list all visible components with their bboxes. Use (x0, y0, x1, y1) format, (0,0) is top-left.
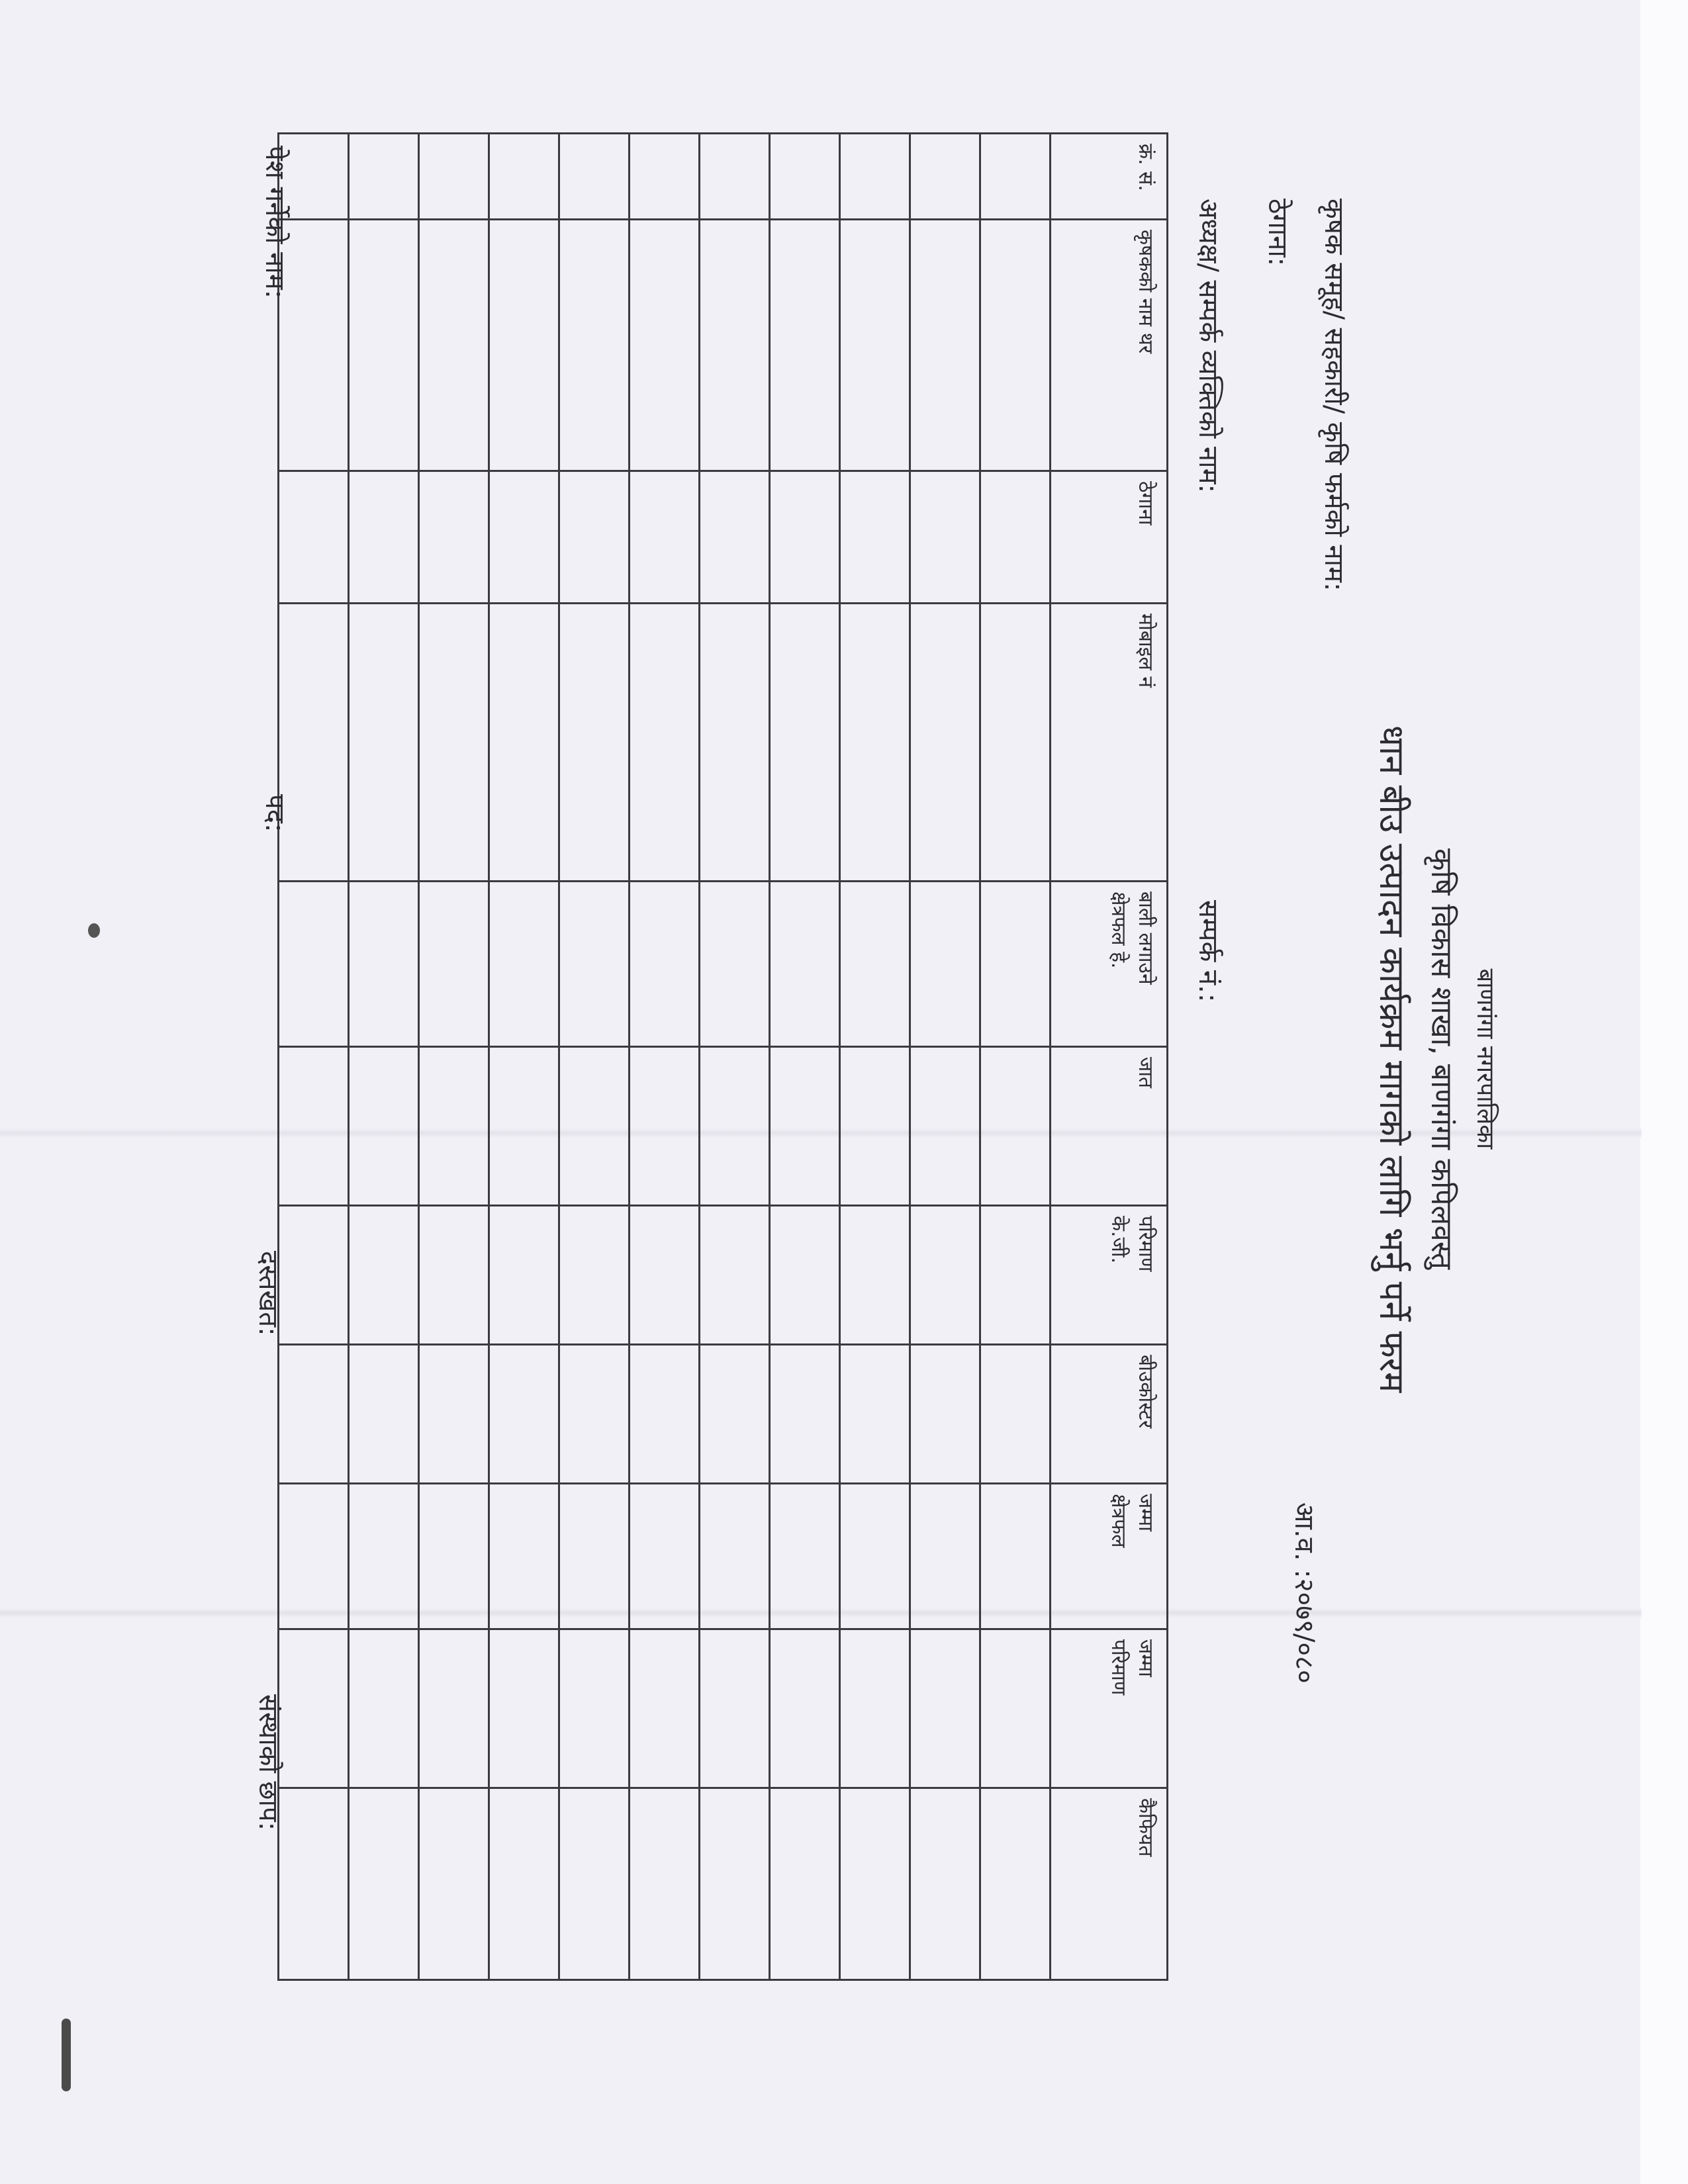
table-cell[interactable] (770, 1047, 840, 1206)
chairperson-label: अध्यक्ष/ सम्पर्क व्यक्तिको नाम: (1193, 199, 1223, 493)
table-row (980, 134, 1051, 1980)
contact-number-label: सम्पर्क नं.: (1193, 900, 1223, 1003)
table-cell[interactable] (770, 604, 840, 882)
table-cell[interactable] (349, 1788, 419, 1980)
branch-heading: कृषि विकास शाखा, बाणगंगा कपिलवस्तु (1425, 848, 1458, 1269)
table-cell[interactable] (279, 604, 349, 882)
table-cell[interactable] (349, 604, 419, 882)
table-cell[interactable] (980, 882, 1051, 1047)
table-cell[interactable] (840, 1484, 910, 1629)
table-cell[interactable] (840, 1788, 910, 1980)
table-cell[interactable] (840, 604, 910, 882)
column-header-total-area: जम्मा क्षेत्रफल (1051, 1484, 1168, 1629)
table-row (630, 134, 700, 1980)
column-header-variety: जात (1051, 1047, 1168, 1206)
table-cell[interactable] (419, 471, 489, 604)
signature-label: दस्तखत: (253, 1251, 283, 1336)
table-cell[interactable] (419, 134, 489, 220)
table-cell[interactable] (279, 882, 349, 1047)
table-cell[interactable] (419, 220, 489, 471)
table-cell[interactable] (910, 1788, 980, 1980)
table-cell[interactable] (419, 882, 489, 1047)
column-header-serial: क्रं. सं. (1051, 134, 1168, 220)
table-cell[interactable] (910, 1047, 980, 1206)
table-row (700, 134, 770, 1980)
table-row (910, 134, 980, 1980)
table-header-row (1051, 134, 1168, 1980)
table-cell[interactable] (419, 1206, 489, 1345)
table-cell[interactable] (419, 1484, 489, 1629)
table-cell[interactable] (910, 1484, 980, 1629)
table-cell[interactable] (700, 1629, 770, 1788)
table-cell[interactable] (700, 882, 770, 1047)
table-row (419, 134, 489, 1980)
table-row (349, 134, 419, 1980)
table-cell[interactable] (559, 1629, 630, 1788)
table-cell[interactable] (489, 134, 559, 220)
page-edge (1640, 0, 1688, 2184)
table-cell[interactable] (349, 471, 419, 604)
table-cell[interactable] (630, 1206, 700, 1345)
table-cell[interactable] (489, 1484, 559, 1629)
table-cell[interactable] (559, 882, 630, 1047)
table-cell[interactable] (700, 471, 770, 604)
table-cell[interactable] (700, 1484, 770, 1629)
table-cell[interactable] (559, 1484, 630, 1629)
table-cell[interactable] (349, 1345, 419, 1484)
table-cell[interactable] (910, 604, 980, 882)
table-cell[interactable] (419, 604, 489, 882)
table-cell[interactable] (910, 220, 980, 471)
table-cell[interactable] (980, 134, 1051, 220)
table-cell[interactable] (700, 1788, 770, 1980)
table-cell[interactable] (770, 220, 840, 471)
table-cell[interactable] (980, 471, 1051, 604)
table-cell[interactable] (489, 1629, 559, 1788)
table-cell[interactable] (910, 1629, 980, 1788)
table-cell[interactable] (840, 1629, 910, 1788)
table-cell[interactable] (980, 1788, 1051, 1980)
table-row (279, 134, 349, 1980)
scan-mark (62, 2019, 71, 2091)
table-cell[interactable] (349, 1484, 419, 1629)
table-cell[interactable] (910, 1345, 980, 1484)
table-cell[interactable] (980, 1047, 1051, 1206)
position-label: पद: (259, 794, 290, 833)
table-cell[interactable] (279, 1345, 349, 1484)
table-cell[interactable] (559, 604, 630, 882)
table-cell[interactable] (840, 882, 910, 1047)
table-cell[interactable] (279, 471, 349, 604)
table-cell[interactable] (840, 1345, 910, 1484)
table-cell[interactable] (559, 1047, 630, 1206)
table-cell[interactable] (700, 220, 770, 471)
table-cell[interactable] (630, 1788, 700, 1980)
municipality-heading: बाणगंगा नगरपालिका (1472, 968, 1499, 1150)
fiscal-year: आ.व. :२०७९/०८० (1289, 1502, 1319, 1684)
table-cell[interactable] (559, 220, 630, 471)
scan-speck (88, 923, 100, 938)
table-cell[interactable] (770, 1629, 840, 1788)
table-row (840, 134, 910, 1980)
form-title: धान बीउ उत्पादन कार्यक्रम मागको लागि भर्नु पर्ने फरम (1372, 725, 1411, 1393)
table-cell[interactable] (349, 1629, 419, 1788)
table-cell[interactable] (980, 1206, 1051, 1345)
table-cell[interactable] (770, 1788, 840, 1980)
submitter-name-label: पेश गर्नेको नाम: (259, 146, 290, 299)
rotated-form-sheet (192, 132, 1516, 1985)
table-cell[interactable] (910, 471, 980, 604)
table-cell[interactable] (279, 1788, 349, 1980)
column-header-address: ठेगाना (1051, 471, 1168, 604)
table-cell[interactable] (980, 220, 1051, 471)
table-cell[interactable] (910, 134, 980, 220)
table-cell[interactable] (630, 1484, 700, 1629)
table-cell[interactable] (630, 1047, 700, 1206)
table-cell[interactable] (349, 134, 419, 220)
table-cell[interactable] (700, 1345, 770, 1484)
table-cell[interactable] (489, 220, 559, 471)
table-cell[interactable] (489, 882, 559, 1047)
table-cell[interactable] (630, 1345, 700, 1484)
table-cell[interactable] (840, 1206, 910, 1345)
column-header-remarks: कैफियत (1051, 1788, 1168, 1980)
table-row (559, 134, 630, 1980)
table-cell[interactable] (489, 1345, 559, 1484)
column-header-quantity-kg: परिमाण के.जी. (1051, 1206, 1168, 1345)
table-cell[interactable] (770, 1345, 840, 1484)
table-cell[interactable] (700, 1047, 770, 1206)
table-cell[interactable] (770, 134, 840, 220)
organization-stamp-label: संस्थाको छाप: (253, 1694, 283, 1831)
table-cell[interactable] (840, 134, 910, 220)
table-cell[interactable] (559, 1206, 630, 1345)
seed-demand-table (277, 132, 1168, 1981)
table-cell[interactable] (700, 134, 770, 220)
table-cell[interactable] (980, 1345, 1051, 1484)
table-cell[interactable] (489, 471, 559, 604)
column-header-farmer-name: कृषकको नाम थर (1051, 220, 1168, 471)
table-cell[interactable] (489, 1047, 559, 1206)
column-header-seed-source: बीउकोस्टर (1051, 1345, 1168, 1484)
table-cell[interactable] (349, 1206, 419, 1345)
table-cell[interactable] (630, 882, 700, 1047)
table-body (279, 134, 1051, 1980)
table-cell[interactable] (419, 1629, 489, 1788)
table-cell[interactable] (630, 1629, 700, 1788)
table-row (770, 134, 840, 1980)
table-cell[interactable] (910, 1206, 980, 1345)
table-cell[interactable] (980, 604, 1051, 882)
table-cell[interactable] (489, 1206, 559, 1345)
table-cell[interactable] (349, 220, 419, 471)
table-cell[interactable] (559, 471, 630, 604)
table-cell[interactable] (489, 1788, 559, 1980)
table-cell[interactable] (770, 1206, 840, 1345)
table-cell[interactable] (770, 882, 840, 1047)
table-cell[interactable] (700, 1206, 770, 1345)
table-cell[interactable] (419, 1345, 489, 1484)
table-cell[interactable] (700, 604, 770, 882)
column-header-crop-area: बाली लगाउने क्षेत्रफल हे. (1051, 882, 1168, 1047)
table-cell[interactable] (630, 134, 700, 220)
table-cell[interactable] (630, 220, 700, 471)
table-cell[interactable] (770, 1484, 840, 1629)
table-cell[interactable] (630, 604, 700, 882)
table-cell[interactable] (349, 1047, 419, 1206)
table-cell[interactable] (419, 1788, 489, 1980)
table-cell[interactable] (840, 1047, 910, 1206)
table-cell[interactable] (419, 1047, 489, 1206)
table-cell[interactable] (279, 1047, 349, 1206)
table-cell[interactable] (770, 471, 840, 604)
table-cell[interactable] (840, 471, 910, 604)
column-header-total-quantity: जम्मा परिमाण (1051, 1629, 1168, 1788)
group-name-label: कृषक समूह/ सहकारी/ कृषि फर्मको नाम: (1319, 199, 1349, 592)
table-cell[interactable] (630, 471, 700, 604)
address-label: ठेगाना: (1262, 199, 1293, 267)
table-cell[interactable] (840, 220, 910, 471)
table-cell[interactable] (980, 1629, 1051, 1788)
table-cell[interactable] (559, 134, 630, 220)
table-cell[interactable] (489, 604, 559, 882)
table-cell[interactable] (559, 1345, 630, 1484)
table-row (489, 134, 559, 1980)
table-cell[interactable] (349, 882, 419, 1047)
table-cell[interactable] (279, 1484, 349, 1629)
table-cell[interactable] (980, 1484, 1051, 1629)
table-cell[interactable] (279, 1629, 349, 1788)
table-cell[interactable] (559, 1788, 630, 1980)
column-header-mobile: मोबाइल नं (1051, 604, 1168, 882)
table-cell[interactable] (910, 882, 980, 1047)
table-cell[interactable] (279, 1206, 349, 1345)
